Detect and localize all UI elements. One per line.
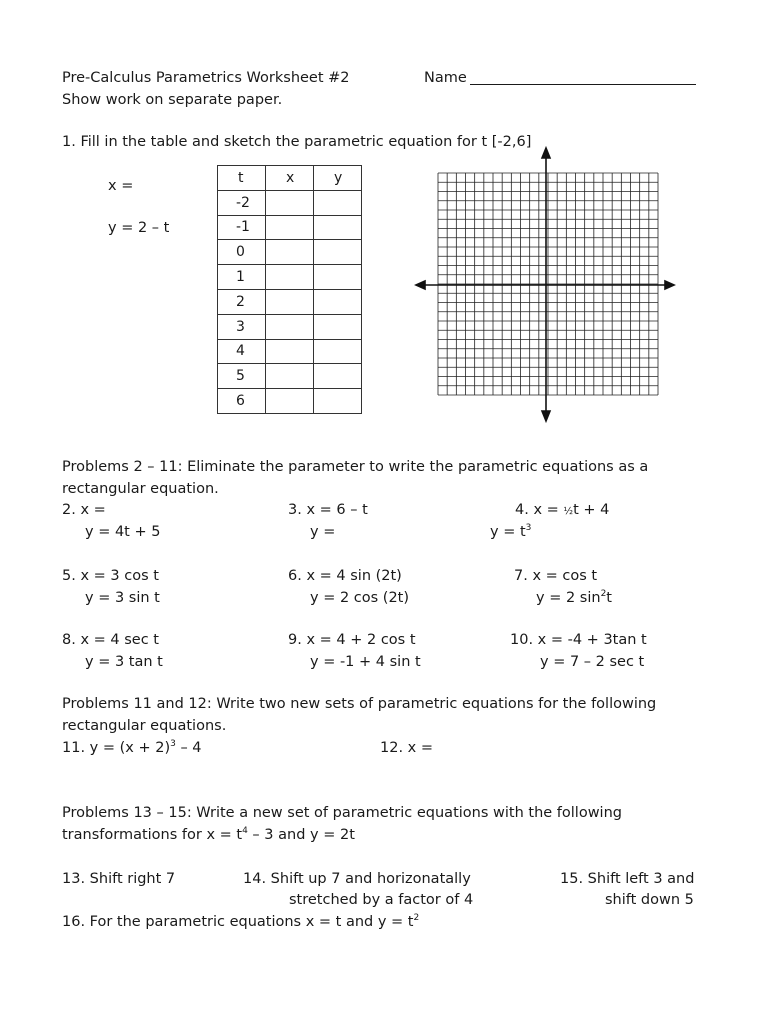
problem-8 <box>62 630 159 650</box>
problem-number: 12. <box>380 740 404 756</box>
problem-8-y: y = 3 tan t <box>85 654 163 670</box>
problem-14-line1: 14. Shift up 7 and horizonatally <box>243 871 471 887</box>
equation-x: x = 6 – t <box>306 502 368 518</box>
problem-2 <box>62 500 106 520</box>
equation-x: x = <box>533 502 559 518</box>
y-cell[interactable] <box>314 339 362 364</box>
y-cell[interactable] <box>314 265 362 290</box>
y-cell[interactable] <box>314 314 362 339</box>
x-cell[interactable] <box>266 265 314 290</box>
table-header-x: x <box>266 166 314 191</box>
problem-7-y <box>536 588 612 610</box>
y-cell[interactable] <box>314 215 362 240</box>
problem-number: 2. <box>62 502 76 518</box>
problem-number: 6. <box>288 568 302 584</box>
x-cell[interactable] <box>266 314 314 339</box>
problem-4-y <box>490 522 531 544</box>
y-axis-up-arrow <box>542 148 550 158</box>
name-label: Name <box>424 70 467 86</box>
table-row <box>218 190 362 215</box>
table-header-row <box>218 166 362 191</box>
grid-lines <box>438 173 658 395</box>
problem-6-y: y = 2 cos (2t) <box>310 590 410 606</box>
exponent: 3 <box>525 523 532 533</box>
value-table <box>217 165 362 414</box>
t-cell: 5 <box>218 364 266 389</box>
x-axis-left-arrow <box>416 281 425 289</box>
name-blank-line[interactable] <box>470 84 696 85</box>
heading-text-rest: – 3 and y = 2t <box>247 827 355 843</box>
equation-x: x = -4 + 3tan t <box>537 632 647 648</box>
problem-16-text: 16. For the parametric equations x = t and y = t <box>62 914 414 930</box>
equation-x: x = 4 sec t <box>80 632 159 648</box>
worksheet-title: Pre-Calculus Parametrics Worksheet #2 <box>62 70 350 86</box>
exponent: 2 <box>600 589 607 599</box>
problem-9 <box>288 630 416 650</box>
problem-number: 4. <box>515 502 529 518</box>
problem-10-y: y = 7 – 2 sec t <box>540 654 645 670</box>
table-row <box>218 289 362 314</box>
problem-11 <box>62 738 202 760</box>
problem-number: 5. <box>62 568 76 584</box>
y-cell[interactable] <box>314 240 362 265</box>
equation-y-rest: t <box>606 590 612 606</box>
problem-16 <box>62 912 419 934</box>
problem-2-y: y = 4t + 5 <box>85 524 161 540</box>
heading-text: transformations for x = t <box>62 827 243 843</box>
problem-13: 13. Shift right 7 <box>62 871 176 887</box>
equation: y = (x + 2) <box>89 740 171 756</box>
section-13-15-heading-line1: Problems 13 – 15: Write a new set of parametric equations with the following <box>62 805 622 821</box>
problem-number: 3. <box>288 502 302 518</box>
y-cell[interactable] <box>314 364 362 389</box>
y-cell[interactable] <box>314 190 362 215</box>
table-row <box>218 364 362 389</box>
x-cell[interactable] <box>266 215 314 240</box>
problem-number: 11. <box>62 740 86 756</box>
problem-6 <box>288 566 402 586</box>
table-row <box>218 314 362 339</box>
x-cell[interactable] <box>266 240 314 265</box>
table-row <box>218 240 362 265</box>
y-cell[interactable] <box>314 389 362 414</box>
table-row <box>218 389 362 414</box>
equation-y: y = t <box>490 524 526 540</box>
t-cell: -1 <box>218 215 266 240</box>
problem-number: 9. <box>288 632 302 648</box>
equation-x: x = 4 + 2 cos t <box>306 632 416 648</box>
problem-number: 8. <box>62 632 76 648</box>
t-cell: 2 <box>218 289 266 314</box>
equation: x = <box>407 740 434 756</box>
coordinate-grid[interactable] <box>410 145 680 425</box>
instruction-text: Show work on separate paper. <box>62 92 283 108</box>
y-cell[interactable] <box>314 289 362 314</box>
x-axis-right-arrow <box>665 281 674 289</box>
x-cell[interactable] <box>266 389 314 414</box>
equation-x: x = 4 sin (2t) <box>306 568 402 584</box>
problem-number: 7. <box>514 568 528 584</box>
exponent: 4 <box>242 826 248 836</box>
equation-x-rest: t + 4 <box>573 502 610 518</box>
table-header-t: t <box>218 166 266 191</box>
table-row <box>218 339 362 364</box>
t-cell: 1 <box>218 265 266 290</box>
x-cell[interactable] <box>266 339 314 364</box>
table-header-y: y <box>314 166 362 191</box>
t-cell: 6 <box>218 389 266 414</box>
exponent: 2 <box>413 913 420 923</box>
problem-5 <box>62 566 159 586</box>
equation-x: x = cos t <box>532 568 598 584</box>
exponent: 3 <box>170 739 176 749</box>
t-cell: 4 <box>218 339 266 364</box>
problem-1-eq-y: y = 2 – t <box>108 220 170 236</box>
problem-14-line2: stretched by a factor of 4 <box>289 892 474 908</box>
problem-3-y: y = <box>310 524 336 540</box>
problem-1-eq-x: x = <box>108 178 134 194</box>
equation-x: x = 3 cos t <box>80 568 159 584</box>
problem-7 <box>514 566 597 586</box>
equation-rest: – 4 <box>175 740 202 756</box>
problem-1-prompt: 1. Fill in the table and sketch the parametric equation for t [-2,6] <box>62 134 532 150</box>
problem-4 <box>515 500 609 522</box>
t-cell: -2 <box>218 190 266 215</box>
x-cell[interactable] <box>266 364 314 389</box>
x-cell[interactable] <box>266 190 314 215</box>
table-row <box>218 265 362 290</box>
problem-9-y: y = -1 + 4 sin t <box>310 654 421 670</box>
t-cell: 0 <box>218 240 266 265</box>
x-cell[interactable] <box>266 289 314 314</box>
equation-x: x = <box>80 502 106 518</box>
table-row <box>218 215 362 240</box>
problem-5-y: y = 3 sin t <box>85 590 160 606</box>
fraction-half: ½ <box>563 506 574 517</box>
problem-number: 10. <box>510 632 534 648</box>
problem-15-line1: 15. Shift left 3 and <box>560 871 695 887</box>
section-2-11-heading-line1: Problems 2 – 11: Eliminate the parameter to write the parametric equations as a <box>62 459 649 475</box>
problem-10 <box>510 630 647 650</box>
section-2-11-heading-line2: rectangular equation. <box>62 481 219 497</box>
problem-12 <box>380 738 433 758</box>
t-cell: 3 <box>218 314 266 339</box>
axes <box>416 148 674 421</box>
problem-15-line2: shift down 5 <box>605 892 694 908</box>
section-13-15-heading-line2 <box>62 825 355 847</box>
section-11-12-heading-line2: rectangular equations. <box>62 718 227 734</box>
equation-y: y = 2 sin <box>536 590 601 606</box>
section-11-12-heading-line1: Problems 11 and 12: Write two new sets of parametric equations for the following <box>62 696 657 712</box>
problem-3 <box>288 500 368 520</box>
y-axis-down-arrow <box>542 411 550 421</box>
